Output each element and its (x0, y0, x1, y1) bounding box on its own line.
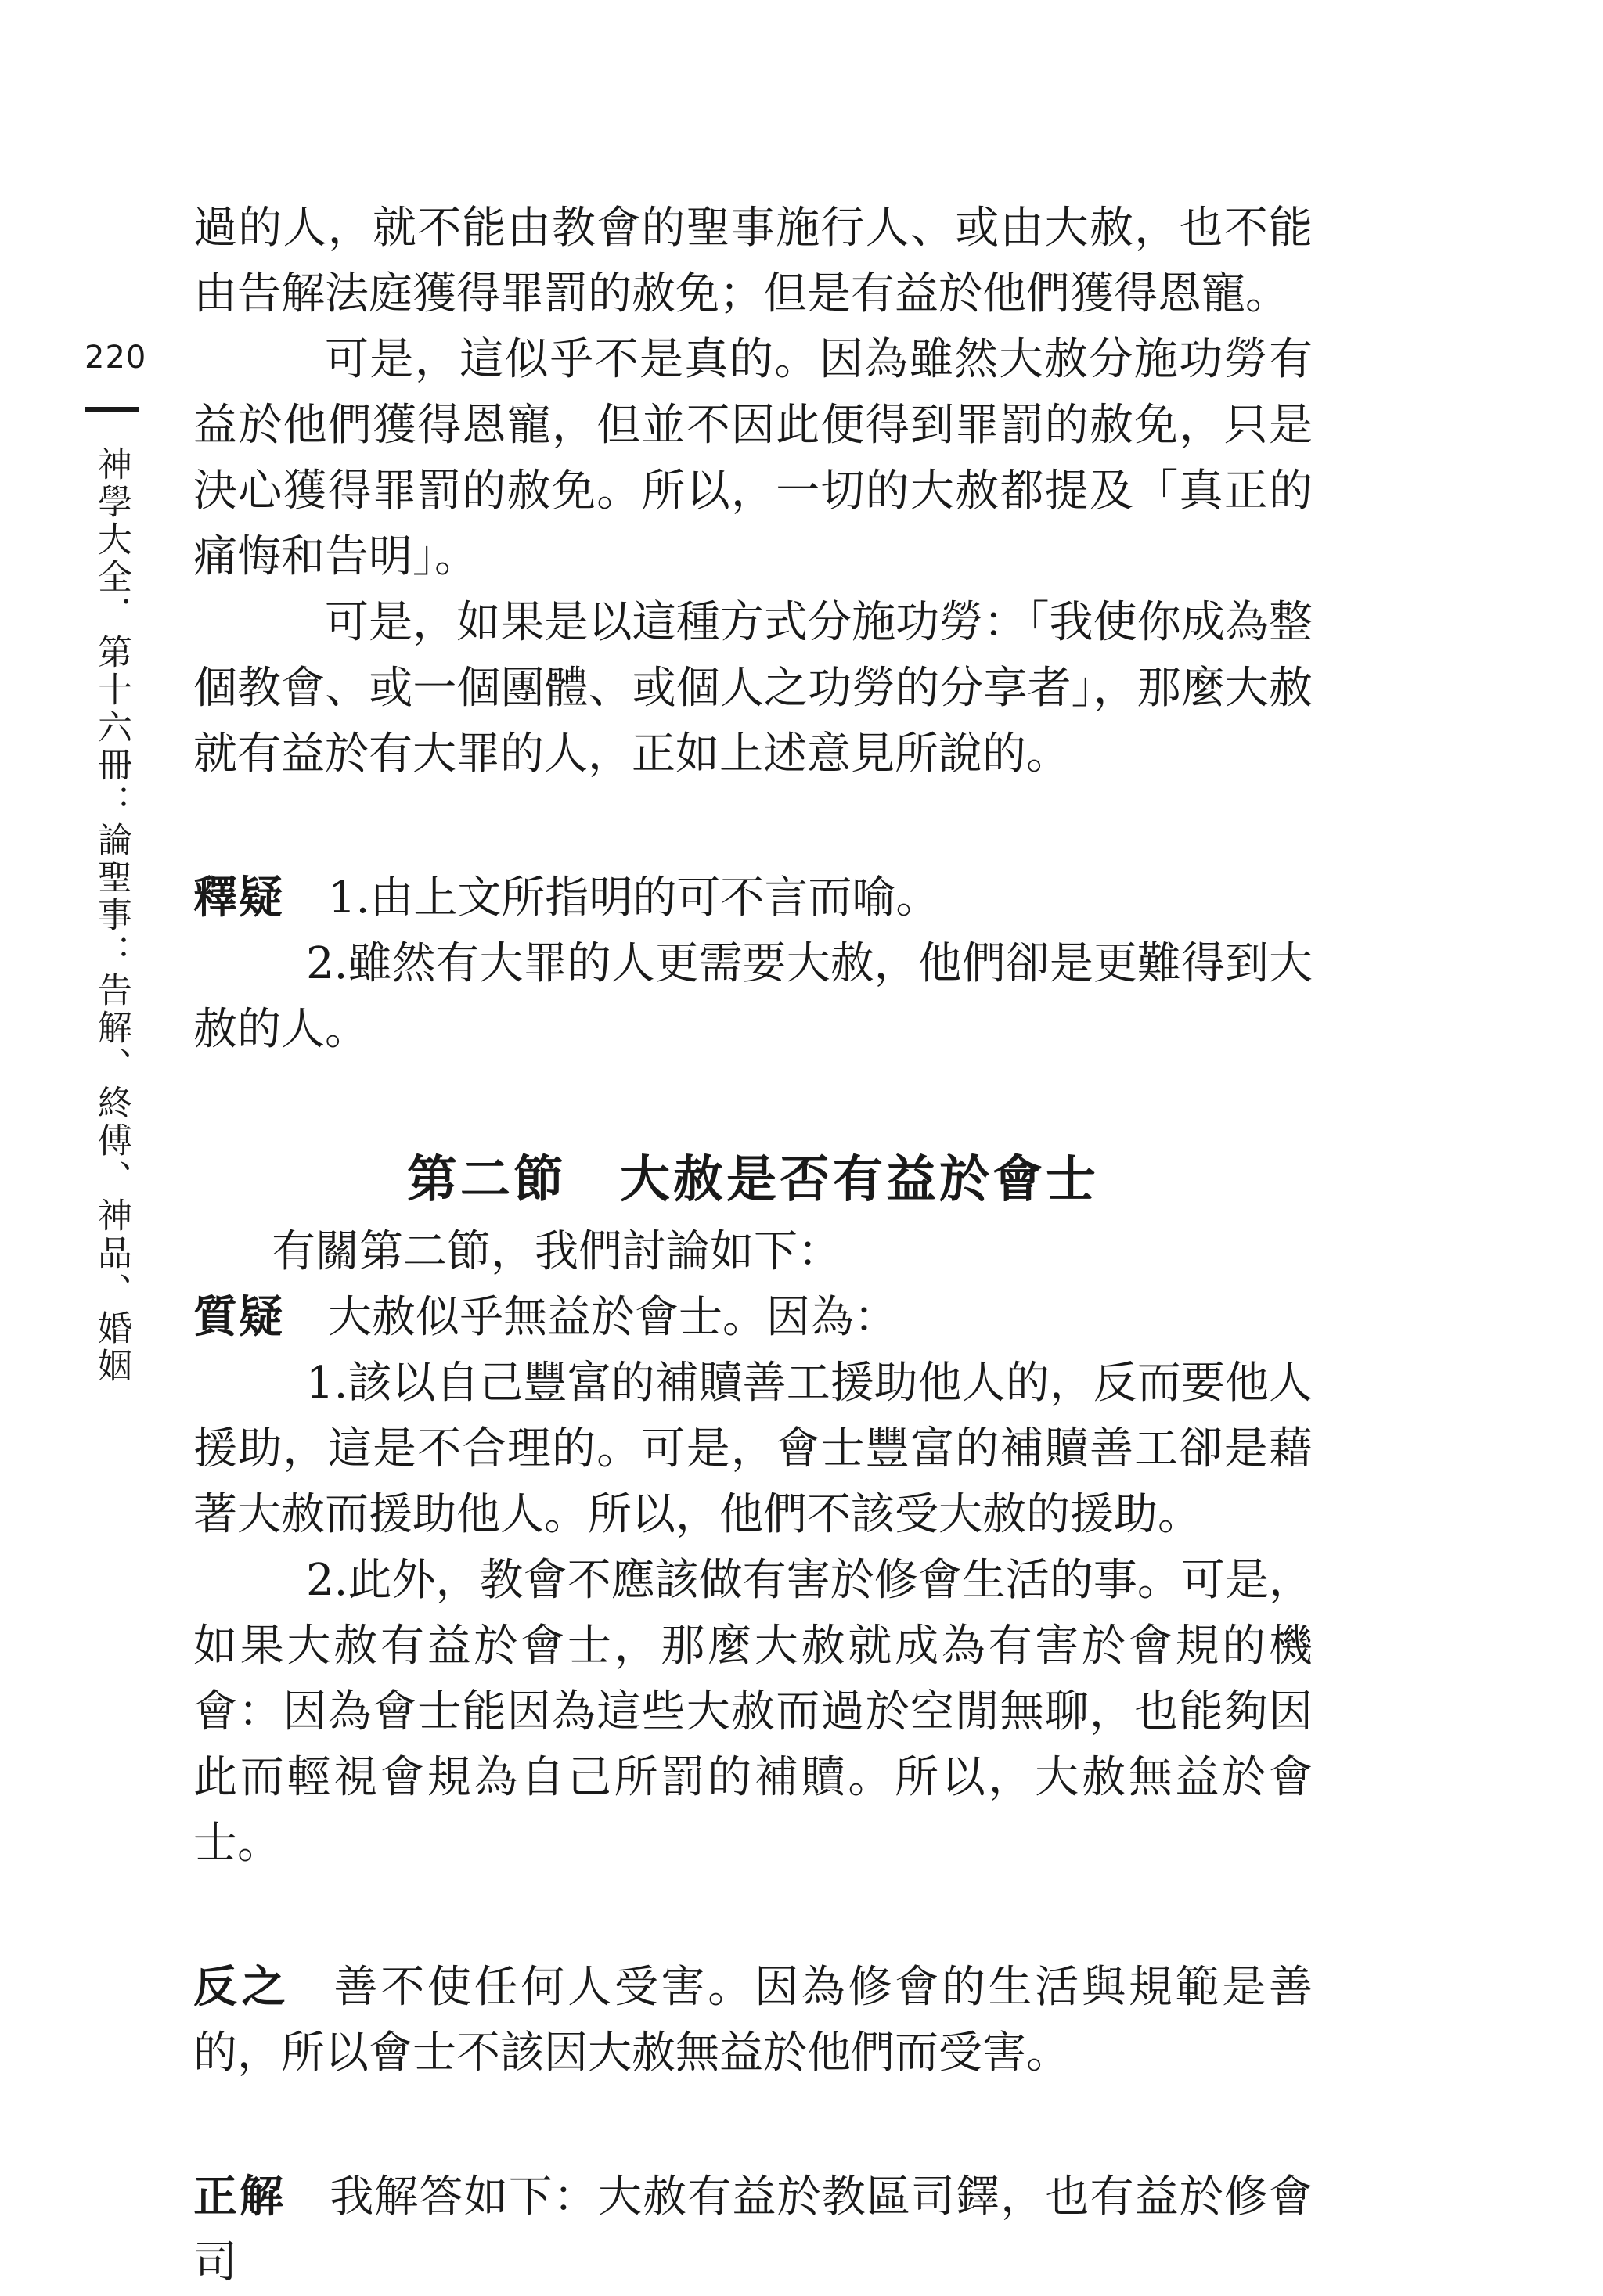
objection-2: 2.此外，教會不應該做有害於修會生活的事。可是，如果大赦有益於會士，那麼大赦就成為有害於會規的機會：因為會士能因為這些大赦而過於空閒無聊，也能夠因此而輕視會規為自己所罰的補贖。所以，大赦無益於會士。 (193, 1555, 1313, 1869)
answer-label: 正解 (193, 2172, 286, 2222)
spacer (193, 2086, 1313, 2165)
objection-lead (193, 1285, 1313, 1351)
reply-objection-1 (193, 865, 1313, 931)
page-number: 220 (85, 340, 147, 376)
spacer (193, 1063, 1313, 1141)
section-intro: 有關第二節，我們討論如下： (272, 1226, 841, 1277)
answer (193, 2165, 1313, 2296)
reply-text: 1.由上文所指明的可不言而喻。 (328, 873, 940, 923)
spacer (193, 1877, 1313, 1955)
paragraph-continuation: 過的人，就不能由教會的聖事施行人、或由大赦，也不能由告解法庭獲得罪罰的赦免；但是有益於他們獲得恩寵。 (193, 203, 1313, 319)
running-head: 神學大全．第十六冊：論聖事：告解、終傅、神品、婚姻 (92, 446, 131, 1385)
paragraph: 可是，這似乎不是真的。因為雖然大赦分施功勞有益於他們獲得恩寵，但並不因此便得到罪罰的赦免，只是決心獲得罪罰的赦免。所以，一切的大赦都提及「真正的痛悔和告明」。 (193, 334, 1313, 582)
spacer (193, 787, 1313, 865)
section-title: 第二節 大赦是否有益於會士 (407, 1150, 1099, 1209)
objection-lead-text: 大赦似乎無益於會士。因為： (328, 1292, 898, 1343)
sed-contra-text: 善不使任何人受害。因為修會的生活與規範是善的，所以會士不該因大赦無益於他們而受害。 (193, 1962, 1313, 2078)
answer-text: 我解答如下：大赦有益於教區司鐸，也有益於修會司 (193, 2172, 1313, 2288)
paragraph: 可是，如果是以這種方式分施功勞：「我使你成為整個教會、或一個團體、或個人之功勞的分享者」，那麼大赦就有益於有大罪的人，正如上述意見所說的。 (193, 597, 1313, 779)
objection-1: 1.該以自己豐富的補贖善工援助他人的，反而要他人援助，這是不合理的。可是，會士豐富的補贖善工卻是藉著大赦而援助他人。所以，他們不該受大赦的援助。 (193, 1358, 1313, 1540)
reply-label: 釋疑 (193, 873, 284, 923)
reply-objection-2: 2.雖然有大罪的人更需要大赦，他們卻是更難得到大赦的人。 (193, 938, 1313, 1055)
sed-contra (193, 1955, 1313, 2086)
main-text (193, 196, 1313, 2296)
objection-label: 質疑 (193, 1292, 284, 1343)
sed-contra-label: 反之 (193, 1962, 290, 2013)
margin-divider (85, 407, 139, 412)
